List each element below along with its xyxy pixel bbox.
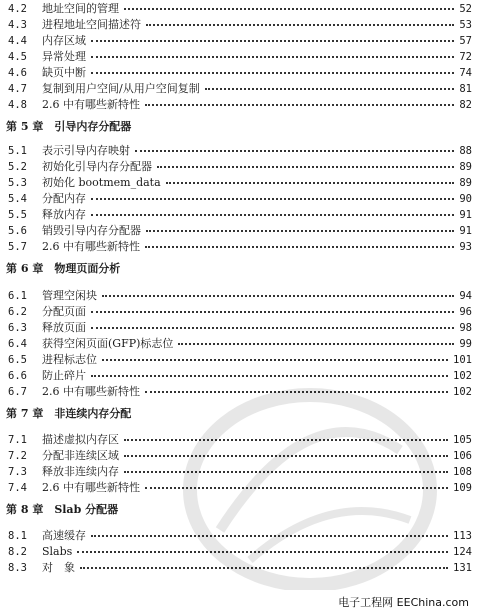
dot-leader [91, 198, 454, 200]
toc-entry[interactable] [0, 560, 477, 576]
page-number: 81 [456, 81, 472, 97]
section-number: 5.4 [8, 193, 27, 205]
section-number: 4.6 [8, 67, 27, 79]
dot-leader [102, 359, 448, 361]
dot-leader [91, 327, 454, 329]
page-number: 53 [456, 17, 472, 33]
toc-entry[interactable] [0, 65, 477, 81]
section-number: 7.1 [8, 434, 27, 446]
section-title: 释放非连续内存 [42, 464, 122, 480]
toc-entry[interactable] [0, 384, 477, 400]
section-title: 2.6 中有哪些新特性 [42, 480, 143, 496]
toc-entry[interactable] [0, 33, 477, 49]
dot-leader [91, 214, 454, 216]
toc-entry[interactable] [0, 336, 477, 352]
page-number: 91 [456, 207, 472, 223]
section-title: 地址空间的管理 [42, 1, 122, 17]
section-number: 7.4 [8, 482, 27, 494]
section-title: 内存区域 [42, 33, 89, 49]
section-number: 4.4 [8, 35, 27, 47]
toc-entry[interactable] [0, 432, 477, 448]
section-title: 复制到用户空间/从用户空间复制 [42, 81, 203, 97]
page-number: 105 [450, 432, 472, 448]
section-title: 2.6 中有哪些新特性 [42, 384, 143, 400]
page-number: 82 [456, 97, 472, 113]
toc-entry[interactable] [0, 1, 477, 17]
footer-watermark: 电子工程网 EEChina.com [338, 596, 469, 609]
section-number: 4.7 [8, 83, 27, 95]
page-number: 72 [456, 49, 472, 65]
toc-entry[interactable] [0, 528, 477, 544]
toc-entry[interactable] [0, 352, 477, 368]
section-title: 释放内存 [42, 207, 89, 223]
dot-leader [91, 56, 454, 58]
section-title: 高速缓存 [42, 528, 89, 544]
chapter-heading: 第 7 章 非连续内存分配 [6, 407, 132, 420]
page-number: 96 [456, 304, 472, 320]
page-number: 113 [450, 528, 472, 544]
section-title: 获得空闲页面(GFP)标志位 [42, 336, 176, 352]
section-number: 5.5 [8, 209, 27, 221]
page-number: 94 [456, 288, 472, 304]
section-title: Slabs [42, 544, 75, 560]
section-title: 缺页中断 [42, 65, 89, 81]
page-number: 88 [456, 143, 472, 159]
dot-leader [124, 471, 448, 473]
dot-leader [145, 246, 454, 248]
section-number: 4.5 [8, 51, 27, 63]
section-number: 6.5 [8, 354, 27, 366]
page-number: 89 [456, 175, 472, 191]
toc-entry[interactable] [0, 464, 477, 480]
section-number: 4.3 [8, 19, 27, 31]
page-number: 102 [450, 384, 472, 400]
dot-leader [91, 375, 448, 377]
dot-leader [77, 551, 448, 553]
section-number: 6.1 [8, 290, 27, 302]
toc-entry[interactable] [0, 223, 477, 239]
section-title: 分配非连续区域 [42, 448, 122, 464]
chapter-heading: 第 6 章 物理页面分析 [6, 262, 121, 275]
toc-entry[interactable] [0, 288, 477, 304]
page-number: 102 [450, 368, 472, 384]
section-number: 6.7 [8, 386, 27, 398]
section-number: 6.2 [8, 306, 27, 318]
page-number: 124 [450, 544, 472, 560]
section-title: 管理空闲块 [42, 288, 100, 304]
dot-leader [146, 24, 454, 26]
section-title: 描述虚拟内存区 [42, 432, 122, 448]
section-title: 分配页面 [42, 304, 89, 320]
section-title: 释放页面 [42, 320, 89, 336]
dot-leader [91, 535, 448, 537]
section-number: 4.8 [8, 99, 27, 111]
toc-entry[interactable] [0, 544, 477, 560]
page-number: 52 [456, 1, 472, 17]
toc-entry[interactable] [0, 143, 477, 159]
section-title: 异常处理 [42, 49, 89, 65]
section-number: 5.1 [8, 145, 27, 157]
page-number: 89 [456, 159, 472, 175]
dot-leader [145, 391, 448, 393]
dot-leader [157, 166, 454, 168]
page-number: 57 [456, 33, 472, 49]
section-title: 初始化引导内存分配器 [42, 159, 155, 175]
dot-leader [135, 150, 454, 152]
toc-entry[interactable] [0, 207, 477, 223]
toc-entry[interactable] [0, 304, 477, 320]
section-number: 6.6 [8, 370, 27, 382]
section-number: 6.4 [8, 338, 27, 350]
page-number: 109 [450, 480, 472, 496]
section-number: 8.3 [8, 562, 27, 574]
section-number: 5.6 [8, 225, 27, 237]
page-number: 99 [456, 336, 472, 352]
toc-entry[interactable] [0, 448, 477, 464]
section-title: 进程地址空间描述符 [42, 17, 144, 33]
section-title: 2.6 中有哪些新特性 [42, 239, 143, 255]
toc-entry[interactable] [0, 368, 477, 384]
toc-entry[interactable] [0, 480, 477, 496]
section-title: 表示引导内存映射 [42, 143, 133, 159]
dot-leader [91, 72, 454, 74]
section-number: 5.7 [8, 241, 27, 253]
chapter-heading: 第 5 章 引导内存分配器 [6, 120, 132, 133]
page-number: 108 [450, 464, 472, 480]
dot-leader [145, 487, 448, 489]
section-number: 4.2 [8, 3, 27, 15]
dot-leader [124, 439, 448, 441]
toc-entry[interactable] [0, 49, 477, 65]
dot-leader [91, 40, 454, 42]
dot-leader [178, 343, 454, 345]
chapter-heading: 第 8 章 Slab 分配器 [6, 503, 119, 516]
section-title: 销毁引导内存分配器 [42, 223, 144, 239]
dot-leader [145, 104, 454, 106]
section-title: 对 象 [42, 560, 78, 576]
dot-leader [124, 8, 454, 10]
section-number: 8.2 [8, 546, 27, 558]
page-number: 98 [456, 320, 472, 336]
dot-leader [102, 295, 454, 297]
section-title: 防止碎片 [42, 368, 89, 384]
dot-leader [91, 311, 454, 313]
page-number: 131 [450, 560, 472, 576]
page-number: 106 [450, 448, 472, 464]
section-number: 7.2 [8, 450, 27, 462]
section-title: 分配内存 [42, 191, 89, 207]
section-title: 初始化 bootmem_data [42, 175, 164, 191]
section-title: 2.6 中有哪些新特性 [42, 97, 143, 113]
page-number: 91 [456, 223, 472, 239]
section-number: 7.3 [8, 466, 27, 478]
toc-entry[interactable] [0, 191, 477, 207]
page-number: 74 [456, 65, 472, 81]
dot-leader [205, 88, 454, 90]
toc-entry[interactable] [0, 97, 477, 113]
toc-entry[interactable] [0, 320, 477, 336]
section-number: 8.1 [8, 530, 27, 542]
section-number: 5.3 [8, 177, 27, 189]
toc-entry[interactable] [0, 159, 477, 175]
section-title: 进程标志位 [42, 352, 100, 368]
dot-leader [80, 567, 448, 569]
section-number: 5.2 [8, 161, 27, 173]
section-number: 6.3 [8, 322, 27, 334]
toc-entry[interactable] [0, 239, 477, 255]
page-number: 93 [456, 239, 472, 255]
dot-leader [146, 230, 454, 232]
toc-entry[interactable] [0, 17, 477, 33]
dot-leader [166, 182, 454, 184]
dot-leader [124, 455, 448, 457]
page-number: 101 [450, 352, 472, 368]
toc-entry[interactable] [0, 175, 477, 191]
toc-entry[interactable] [0, 81, 477, 97]
page-number: 90 [456, 191, 472, 207]
